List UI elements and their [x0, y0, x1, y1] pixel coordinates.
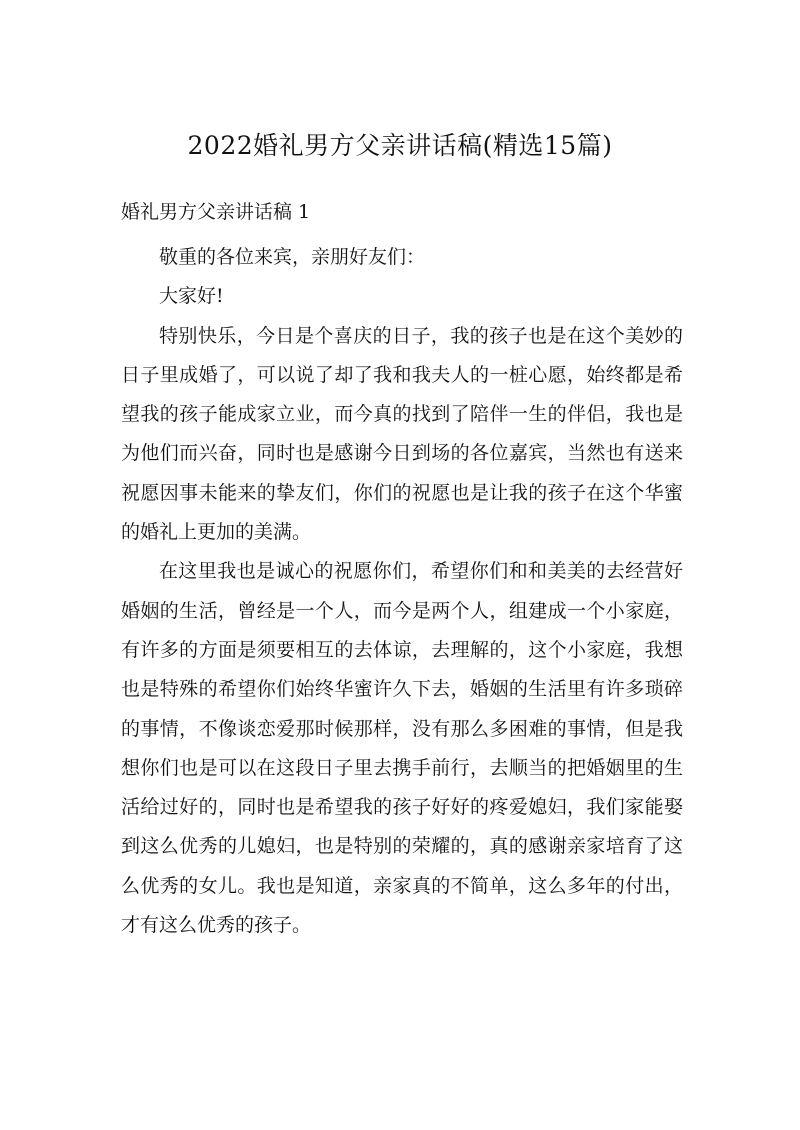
document-title: 2022婚礼男方父亲讲话稿(精选15篇) — [187, 131, 613, 160]
document-body — [121, 238, 683, 945]
paragraph: 大家好! — [159, 285, 224, 308]
paragraph: 敬重的各位来宾，亲朋好友们： — [159, 246, 426, 268]
paragraph: 特别快乐，今日是个喜庆的日子，我的孩子也是在这个美妙的日子里成婚了，可以说了却了我和我夫人的一桩心愿，始终都是希望我的孩子能成家立业，而今真的找到了陪伴一生的伴侣，我也是为他们而兴奋，同时也是感谢今日到场的各位嘉宾，当然也有送来祝愿因事未能来的挚友们，你们的祝愿也是让我的孩子在这个华蜜的婚礼上更加的美满。 — [121, 324, 683, 544]
section-heading: 婚礼男方父亲讲话稿 1 — [121, 201, 311, 223]
paragraph: 在这里我也是诚心的祝愿你们，希望你们和和美美的去经营好婚姻的生活，曾经是一个人，而今是两个人，组建成一个小家庭，有许多的方面是须要相互的去体谅，去理解的，这个小家庭，我想也是特殊的希望你们始终华蜜许久下去，婚姻的生活里有许多琐碎的事情，不像谈恋爱那时候那样，没有那么多困难的事情，但是我想你们也是可以在这段日子里去携手前行，去顺当的把婚姻里的生活给过好的，同时也是希望我的孩子好好的疼爱媳妇，我们家能娶到这么优秀的儿媳妇，也是特别的荣耀的，真的感谢亲家培育了这么优秀的女儿。我也是知道，亲家真的不简单，这么多年的付出，才有这么优秀的孩子。 — [121, 560, 683, 937]
